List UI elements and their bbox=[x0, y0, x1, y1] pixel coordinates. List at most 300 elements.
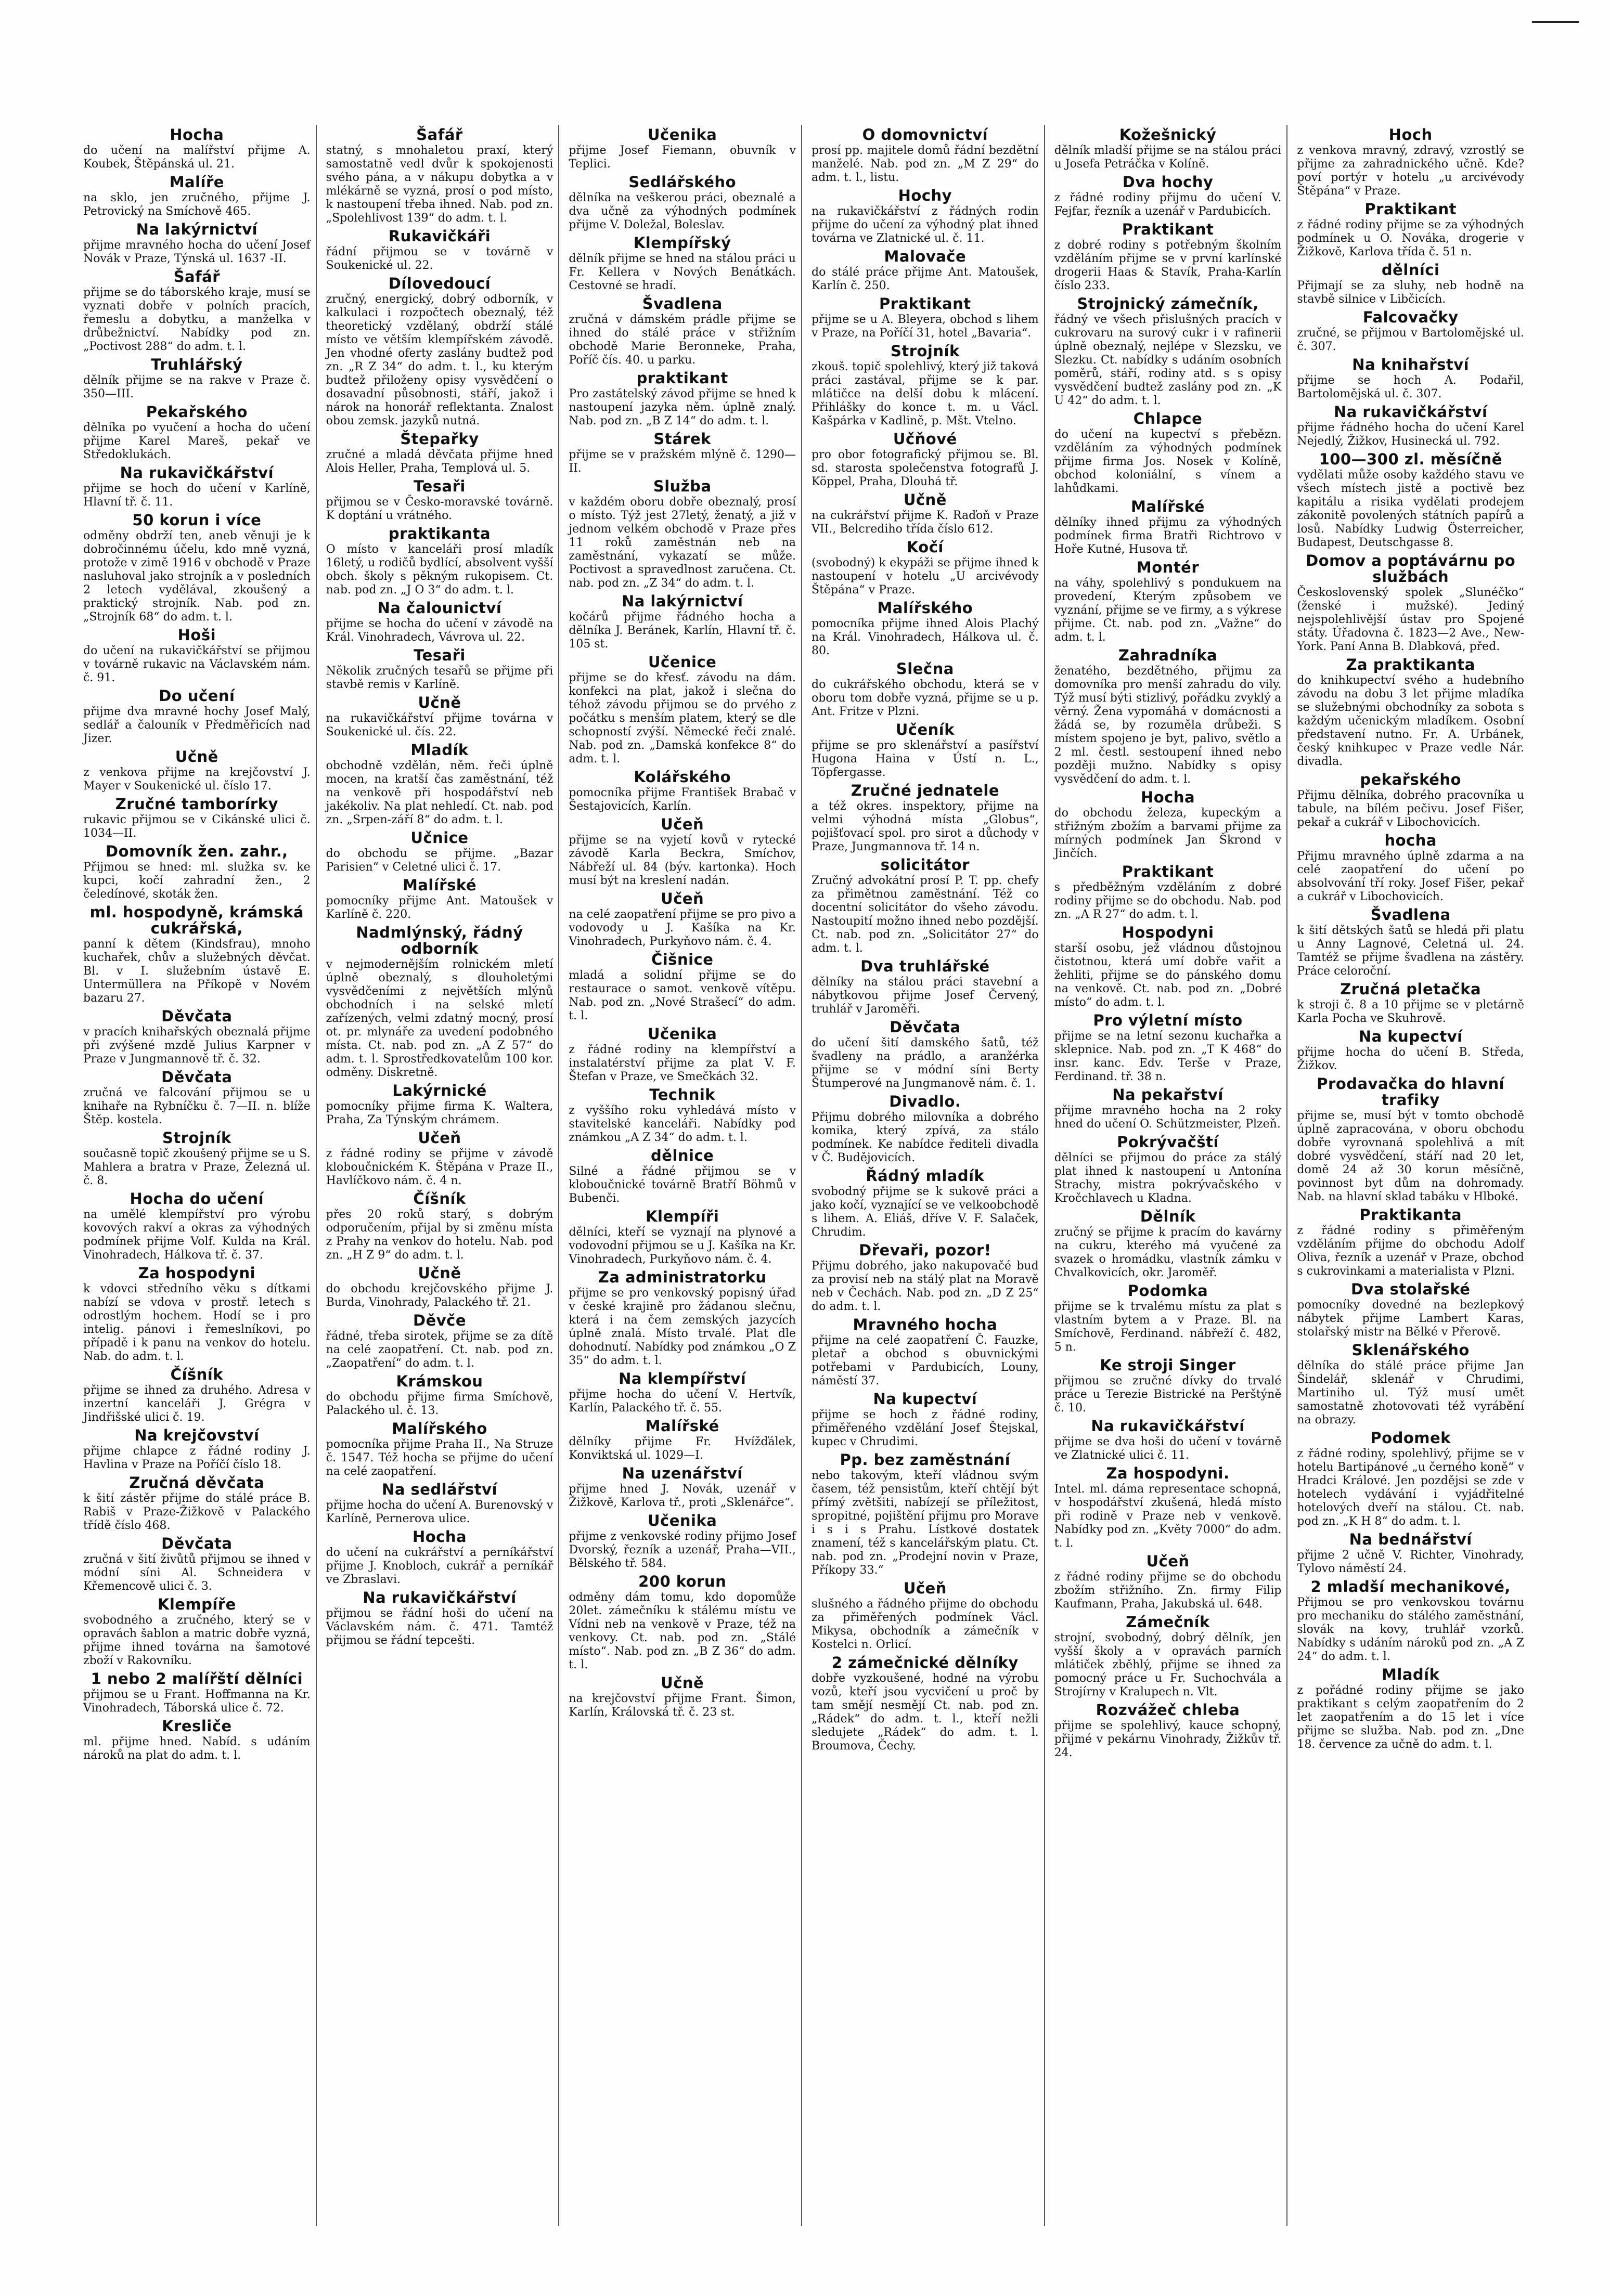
classified-ad bbox=[326, 478, 553, 523]
classified-ad bbox=[326, 1421, 553, 1478]
ad-body: do cukrářského obchodu, která se v oboru tom dobře vyzná, přijme se u p. Ant. Fritze v Plzni. bbox=[812, 678, 1039, 718]
classified-ad bbox=[83, 1671, 311, 1715]
classified-ad bbox=[326, 1590, 553, 1648]
classified-ad bbox=[812, 1452, 1039, 1577]
ad-heading: Zručná pletačka bbox=[1340, 980, 1482, 998]
ad-body: přijme se hocha do učení v závodě na Král. Vinohradech, Vávrova ul. 22. bbox=[326, 617, 553, 644]
ad-body: panní k dětem (Kindsfrau), mnoho kuchařek, chův a služebných děvčat. Bl. v I. služebním ústavě E. Untermüllera na Příkopě v Novém bazaru 27. bbox=[83, 938, 311, 1005]
classified-ad bbox=[812, 188, 1039, 245]
ad-heading: Kočí bbox=[906, 538, 944, 556]
ad-heading: Číšník bbox=[413, 1190, 466, 1208]
ad-heading: Pp. bez zaměstnání bbox=[840, 1451, 1011, 1469]
classified-ad bbox=[326, 1265, 553, 1309]
ads-column-1 bbox=[78, 125, 317, 2226]
classified-ad bbox=[326, 830, 553, 874]
ad-heading: Do učení bbox=[159, 687, 235, 705]
ad-body: ženatého, bezdětného, přijmu za domovníka pro menší zahradu do vily. Týž musí býti stizlivý, pořádku zvyklý a věrný. Žena vypomáhá v domácnosti a žádá se, by rozuměla drůbeži. S místem spojeno je byt, palivo, světlo a 2 ml. čestl. sestoupení ihned nebo později mužno. Nabídky s opisy vysvědčení do adm. t. l. bbox=[1054, 665, 1282, 786]
ad-heading: Učeň bbox=[1146, 1552, 1190, 1570]
ad-heading: Za hospodyni. bbox=[1106, 1464, 1230, 1482]
classified-ad bbox=[326, 877, 553, 922]
ad-body: pomocníky dovedné na bezlepkový nábytek přijme Lambert Karas, stolařský mistr na Bělké v Přerově. bbox=[1297, 1299, 1525, 1339]
ad-heading: 200 korun bbox=[638, 1573, 727, 1590]
classified-ad bbox=[569, 1465, 796, 1510]
ad-heading: Učenika bbox=[648, 126, 717, 144]
classified-ad bbox=[326, 1083, 553, 1127]
classified-ad bbox=[1297, 201, 1524, 259]
ad-body: přijme se u A. Bleyera, obchod s lihem v Praze, na Poříčí 31, hotel „Bavaria“. bbox=[812, 313, 1039, 340]
classified-ad bbox=[326, 647, 553, 692]
ad-heading: Učňové bbox=[893, 430, 957, 448]
ad-heading: Lakýrnické bbox=[392, 1082, 487, 1099]
classified-ad bbox=[83, 174, 311, 218]
classified-ad bbox=[1054, 560, 1282, 644]
ad-body: pomocníka přijme ihned Alois Plachý na Král. Vinohradech, Hálkova ul. č. 80. bbox=[812, 617, 1039, 657]
ad-heading: Šafář bbox=[416, 126, 463, 144]
classified-ad bbox=[83, 1008, 311, 1066]
classified-ad bbox=[569, 1269, 796, 1368]
classified-ad bbox=[569, 478, 796, 590]
ad-heading: 2 mladší mechanikové, bbox=[1310, 1578, 1511, 1595]
ad-body: z venkova přijme na krejčovství J. Mayer v Soukenické ul. číslo 17. bbox=[83, 766, 311, 793]
ad-heading: Malovače bbox=[884, 248, 967, 265]
ad-body: k šití zástěr přijme do stálé práce B. Rabiš v Praze-Žižkově v Palackého třídě číslo 468. bbox=[83, 1492, 311, 1532]
classified-ad bbox=[1054, 789, 1282, 861]
ad-body: přijme se hoch do učení v Karlíně, Hlavní tř. č. 11. bbox=[83, 482, 311, 509]
ad-heading: Zručná děvčata bbox=[129, 1474, 265, 1491]
ad-body: dělníky na stálou práci stavební a nábytkovou přijme Josef Červený, truhlář v Jaroměři. bbox=[812, 976, 1039, 1016]
ad-heading: Děvčata bbox=[161, 1535, 233, 1552]
ad-body: zručné a mladá děvčata přijme hned Alois Heller, Praha, Templová ul. 5. bbox=[326, 448, 553, 475]
ad-heading: Na rukavičkářství bbox=[1333, 403, 1488, 421]
ad-heading: Strojník bbox=[162, 1129, 231, 1147]
ad-body: odměny dám tomu, kdo dopomůže 20let. zámečníku k stálému místu ve Vídni neb na venkově v Praze, též na venkovy. Ct. nab. pod zn. „Stálé místo“. Nab. pod zn. „B Z 36“ do adm. t. l. bbox=[569, 1591, 796, 1671]
ad-body: dobře vyzkoušené, hodné na výrobu vozů, kteří jsou vycvičení u proč by tam smějí nesmějí Ct. nab. pod zn. „Rádek“ do adm. t. l., kteří nežli sledujete „Rádek“ do adm. t. l. Broumova, Čechy. bbox=[812, 1672, 1039, 1753]
ad-body: ml. přijme hned. Nabíd. s udáním nároků na plat do adm. t. l. bbox=[83, 1735, 311, 1762]
ad-heading: Mravného hocha bbox=[853, 1316, 998, 1333]
ad-body: přijme se pro venkovský popisný úřad v české krajině pro žádanou slečnu, která i na čem zemských jazycích úplně znalá. Místo trvalé. Plat dle dohodnutí. Nabídky pod známkou „O Z 35“ do adm. t. l. bbox=[569, 1287, 796, 1367]
ad-heading: Učně bbox=[175, 748, 218, 766]
ad-heading: Na rukavičkářství bbox=[120, 464, 274, 482]
ad-body: k stroji č. 8 a 10 přijme se v pletárně Karla Pocha ve Skuhrově. bbox=[1297, 998, 1525, 1025]
ad-body: a též okres. inspektory, přijme na velmi výhodná místa „Globus“, pojišťovací spol. pro sirot a důchody v Praze, Jungmannova tř. 14 n. bbox=[812, 800, 1039, 853]
classified-ad bbox=[569, 127, 796, 171]
ad-body: pomocníka přijme Praha II., Na Struze č. 1547. Též hocha se přijme do učení na celé zaopatření. bbox=[326, 1438, 553, 1478]
ad-heading: Domov a poptávárnu po službách bbox=[1306, 552, 1516, 586]
ad-heading: praktikant bbox=[636, 369, 728, 387]
ad-heading: solicitátor bbox=[880, 856, 970, 874]
ad-body: zručný se přijme k pracím do kavárny na cukru, kterého má vyučené za svazek o hromádku, vlastník zámku v Chvalkovicích, okr. Jaroměř. bbox=[1054, 1226, 1282, 1279]
ad-body: zručná v dámském prádle přijme se ihned do stálé práce v střižním obchodě Marie Beronneke, Praha, Poříč čís. 40. u parku. bbox=[569, 313, 796, 367]
classified-ad bbox=[83, 904, 311, 1005]
ad-body: z řádné rodiny, spolehlivý, přijme se v hotelu Bartipánové „u černého koně“ v Hradci Králové. Jen pozdějsi se zde v hotelech vydávání i vyjádřitelné hotelových dveří na stálou. Ct. nab. pod zn. „K H 8“ do adm. t. l. bbox=[1297, 1447, 1525, 1528]
ads-column-5 bbox=[1049, 125, 1288, 2226]
classified-ad bbox=[569, 654, 796, 766]
ad-heading: hocha bbox=[1384, 832, 1437, 849]
classified-ad bbox=[83, 1475, 311, 1533]
ad-body: do obchodu železa, kupeckým a střižným zbožím a barvami přijme za mírných podmínek Jan Škrond v Jinčích. bbox=[1054, 807, 1282, 860]
ad-body: k šití dětských šatů se hledá při platu u Anny Lagnové, Celetná ul. 24. Tamtéž se přijme švadlena na zástěry. Práce celoroční. bbox=[1297, 924, 1525, 978]
ad-body: k vdovci středního věku s dítkami nabízí se vdova v prostř. letech s odrostlým hochem. Hodí se i pro intelig. pánovi i řemeslníkovi, po případě i k panu na venkov do hotelu. Nab. do adm. t. l. bbox=[83, 1282, 311, 1363]
ad-body: přijme hocha do učení V. Hertvík, Karlín, Palackého tř. č. 55. bbox=[569, 1388, 796, 1415]
ad-heading: Domovník žen. zahr., bbox=[106, 842, 288, 860]
ad-heading: dělníci bbox=[1381, 261, 1440, 279]
classified-ad bbox=[83, 1718, 311, 1762]
classified-ad bbox=[1054, 864, 1282, 922]
ad-body: do obchodu se přijme. „Bazar Parisien“ v Celetné ulici č. 17. bbox=[326, 847, 553, 874]
ad-body: Přijmou se pro venkovskou továrnu pro mechaniku do stálého zaměstnání, slovák na kovy, truhlář vzorků. Nabídky s udáním nároků pod zn. „A Z 24“ do adm. t. l. bbox=[1297, 1596, 1525, 1663]
classified-ad bbox=[83, 404, 311, 462]
ad-body: přijme se na letní sezonu kuchařka a sklepnice. Nab. pod zn. „T K 468“ do insr. kanc. Edv. Terše v Praze, Ferdinand. tř. 38 n. bbox=[1054, 1030, 1282, 1083]
ad-body: přijme mravného hocha na 2 roky hned do učení O. Schützmeister, Plzeň. bbox=[1054, 1104, 1282, 1131]
ad-heading: Hoši bbox=[177, 626, 216, 644]
ad-body: přijme se pro sklenářství a pasířství Hugona Haina v Ústí n. L., Töpfergasse. bbox=[812, 739, 1039, 779]
ads-column-2 bbox=[321, 125, 560, 2226]
classified-ad bbox=[1297, 357, 1524, 401]
ad-body: přijme se, musí být v tomto obchodě úplně zapracována, v oboru obchodu dobře vyrovnaná spolehlivá a mít dobré vysvědčení, stáří nad 20 let, domě 24 až 30 korun měsíčně, povinnost byt dům na dohromady. Nab. na hlavní sklad tabáku v Hlboké. bbox=[1297, 1109, 1525, 1203]
ad-heading: Malířského bbox=[877, 599, 973, 617]
ad-heading: Malíře bbox=[169, 173, 224, 191]
classified-ad bbox=[812, 1317, 1039, 1388]
ad-body: z pořádné rodiny přijme se jako praktikant s celým zaopatřením do 2 let zaopatřením a do 15 let i více přijme se služba. Nab. pod zn. „Dne 18. července za učně do adm. t. l. bbox=[1297, 1684, 1525, 1751]
ad-heading: Slečna bbox=[896, 660, 954, 678]
classified-ad bbox=[1297, 981, 1524, 1026]
classified-ad bbox=[83, 127, 311, 171]
ad-body: Přijmu dělníka, dobrého pracovníka u tabule, na bílém pečivu. Josef Fišer, pekař a cukrář v Libochovicích. bbox=[1297, 789, 1525, 829]
ad-heading: Na lakýrnictví bbox=[621, 592, 743, 610]
ad-heading: Tesaři bbox=[414, 477, 466, 495]
classified-ad bbox=[326, 228, 553, 273]
ad-body: v každém oboru dobře obeznalý, prosí o místo. Týž jest 27letý, ženatý, a již v jednom velkém obchodě v Praze přes 11 roků zaměstnán neb na zaměstnání, vykazatí se může. Poctivost a spravedlnost zaručena. Ct. nab. pod zn. „Z 34“ do adm. t. l. bbox=[569, 496, 796, 590]
ad-heading: Podomek bbox=[1370, 1429, 1451, 1447]
ad-heading: Mladík bbox=[1382, 1666, 1440, 1683]
ad-body: přijmou se zručné dívky do trvalé práce u Terezie Bistrické na Perštýně č. 10. bbox=[1054, 1374, 1282, 1415]
classified-ad bbox=[83, 1191, 311, 1262]
ad-body: Přijmu dobrého milovníka a dobrého komika, který zpívá, za stálo podmínek. Ke nabídce řediteli divadla v Č. Budějovicích. bbox=[812, 1111, 1039, 1164]
ad-body: dělník přijme se hned na stálou práci u Fr. Kellera v Nových Benátkách. Cestovné se hradí. bbox=[569, 252, 796, 292]
ad-body: z vyššího roku vyhledává místo v stavitelské kanceláři. Nabídky pod známkou „A Z 34“ do adm. t. l. bbox=[569, 1104, 796, 1144]
ad-heading: O domovnictví bbox=[862, 126, 988, 144]
ad-heading: Kresliče bbox=[162, 1717, 232, 1735]
ad-heading: Montér bbox=[1136, 559, 1200, 576]
classified-ad bbox=[1054, 1283, 1282, 1354]
classified-ad bbox=[812, 249, 1039, 293]
ad-heading: Mladík bbox=[410, 741, 469, 759]
classified-ad bbox=[83, 1069, 311, 1127]
ad-body: přijme dva mravné hochy Josef Malý, sedlář a čalouník v Předměřicích nad Jizer. bbox=[83, 705, 311, 745]
classified-ad bbox=[569, 816, 796, 888]
classified-ad bbox=[83, 1265, 311, 1364]
classified-ad bbox=[812, 600, 1039, 658]
ad-body: kočárů přijme řádného hocha a dělníka J. Beránek, Karlín, Hlavní tř. č. 105 st. bbox=[569, 611, 796, 651]
classified-ad bbox=[83, 1428, 311, 1472]
ad-body: strojní, svobodný, dobrý dělník, jen vyšší školy a v opravách parních mlátiček zběhlý, přijme se ihned za pomocný práce u Fr. Suchochvála a Strojírny v Kralupech n. Vlt. bbox=[1054, 1631, 1282, 1698]
ad-body: Intel. ml. dáma representace schopná, v hospodářství zkušená, hledá místo při rodině v Praze neb v venkově. Nabídky pod zn. „Květy 7000“ do adm. t. l. bbox=[1054, 1483, 1282, 1550]
classified-ad bbox=[1054, 1087, 1282, 1131]
classified-ad bbox=[1054, 1702, 1282, 1760]
ad-body: z venkova mravný, zdravý, vzrostlý se přijme za zahradnického učně. Kde? poví portýr v hotelu „u arcivévody Štěpána“ v Praze. bbox=[1297, 144, 1525, 198]
classified-ad bbox=[83, 1130, 311, 1188]
classified-ad bbox=[1297, 907, 1524, 978]
classified-ad bbox=[1297, 1076, 1524, 1204]
ad-heading: Malířské bbox=[1130, 498, 1205, 515]
ad-body: slušného a řádného přijme do obchodu za přiměřených podmínek Václ. Mikysa, obchodník a zámečník v Kostelci n. Orlicí. bbox=[812, 1598, 1039, 1651]
ad-heading: 2 zámečnické dělníky bbox=[831, 1654, 1019, 1671]
ad-body: současně topič zkoušený přijme se u S. Mahlera a bratra v Praze, Železná ul. č. 8. bbox=[83, 1147, 311, 1187]
ad-heading: Učeň bbox=[903, 1579, 947, 1597]
ad-body: přijme řádného hocha do učení Karel Nejedlý, Žižkov, Husinecká ul. 792. bbox=[1297, 421, 1525, 448]
ad-heading: dělnice bbox=[651, 1147, 714, 1164]
ad-heading: Hochy bbox=[898, 187, 952, 204]
ad-heading: Truhlářský bbox=[151, 356, 243, 373]
classified-ad bbox=[812, 492, 1039, 536]
ad-body: přijme hocha do učení A. Burenovský v Karlíně, Pernerova ulice. bbox=[326, 1499, 553, 1525]
ad-body: prosí pp. majitele domů řádní bezdětní manželé. Nab. pod zn. „M Z 29“ do adm. t. l., listu. bbox=[812, 144, 1039, 184]
classified-ad bbox=[1297, 1667, 1524, 1752]
ad-heading: Děvčata bbox=[161, 1068, 233, 1086]
ad-heading: Rozvážeč chleba bbox=[1096, 1701, 1240, 1719]
classified-ad bbox=[326, 742, 553, 827]
ad-body: řádný ve všech přislušných pracích v cukrovaru na surový cukr i v rafinerii úplně obeznalý, nejlépe v Slezsku, ve Slezku. Ct. nabídky s udáním osobních poměrů, stáří, rodiny atd. s s opisy vysvědčení budtež zaslány pod zn. „K U 42“ do adm. t. l. bbox=[1054, 313, 1282, 407]
ad-heading: 50 korun i více bbox=[132, 511, 262, 529]
classified-ad bbox=[326, 431, 553, 475]
ad-body: zručné, se přijmou v Bartolomějské ul. č. 307. bbox=[1297, 327, 1525, 353]
ad-heading: Číšník bbox=[170, 1366, 224, 1383]
ad-body: obchodně vzdělán, něm. řeči úplně mocen, na kratší čas zaměstnání, též na venkově při hospodářství neb jakékoliv. Na plat nehledí. Ct. nab. pod zn. „Srpen-září 8“ do adm. t. l. bbox=[326, 759, 553, 826]
ad-heading: Učeň bbox=[418, 1129, 461, 1147]
classified-ad bbox=[812, 296, 1039, 340]
ad-heading: Štepařky bbox=[400, 430, 479, 448]
classified-ad bbox=[812, 783, 1039, 854]
ad-heading: Učně bbox=[903, 491, 947, 509]
ad-body: na váhy, spolehlivý s pondukuem na provedení, Kterým způsobem ve vyznání, přijme se ve firmy, a s výkrese přijme. Ct. nab. pod zn. „Važne“ do adm. t. l. bbox=[1054, 577, 1282, 644]
classified-ad bbox=[569, 1513, 796, 1571]
ad-heading: Rukavičkáři bbox=[388, 227, 491, 245]
ad-body: Přijmají se za sluhy, neb hodně na stavbě silnice v Libčicích. bbox=[1297, 279, 1525, 306]
ads-column-4 bbox=[806, 125, 1045, 2226]
ad-heading: Učně bbox=[418, 1264, 461, 1282]
classified-ad bbox=[326, 1313, 553, 1370]
ad-body: pomocníka přijme František Brabač v Šestajovicích, Karlín. bbox=[569, 786, 796, 813]
ad-body: na rukavičkářství přijme továrna v Soukenické ul. čís. 22. bbox=[326, 712, 553, 738]
classified-ad bbox=[812, 431, 1039, 489]
ad-body: rukavic přijmou se v Cikánské ulici č. 1034—II. bbox=[83, 813, 311, 840]
ad-heading: Na pekařství bbox=[1112, 1086, 1223, 1104]
ad-heading: Na čalounictví bbox=[377, 599, 502, 617]
classified-ad bbox=[326, 276, 553, 428]
ad-heading: Pekařského bbox=[146, 403, 248, 421]
classified-ad bbox=[83, 688, 311, 746]
classified-ad bbox=[326, 1373, 553, 1418]
ad-heading: Praktikant bbox=[1122, 220, 1214, 238]
classified-ad bbox=[1297, 1029, 1524, 1073]
classified-ad bbox=[1297, 1281, 1524, 1339]
ad-body: přijme Josef Fiemann, obuvník v Teplici. bbox=[569, 144, 796, 171]
ad-body: dělníka do stálé práce přijme Jan Šindelář, sklenář v Chrudimi, Martiniho ul. Týž musí umět samostatně zhotovovati též vyrábění na obrazy. bbox=[1297, 1359, 1525, 1426]
classified-ad bbox=[569, 891, 796, 949]
ad-heading: Hocha do učení bbox=[130, 1190, 264, 1208]
ad-body: na umělé klempířství pro výrobu kovových rakví a okras za výhodných podmínek přijme Volf. Kulda na Král. Vinohradech, Hálkova tř. č. 37. bbox=[83, 1208, 311, 1262]
ad-heading: Na sedlářství bbox=[382, 1481, 497, 1498]
ad-heading: Učenice bbox=[648, 653, 717, 671]
classified-ad bbox=[83, 357, 311, 401]
classified-ad bbox=[569, 1418, 796, 1462]
ad-heading: Sedlářského bbox=[628, 173, 736, 191]
ad-heading: Zámečník bbox=[1126, 1613, 1210, 1631]
classified-ad bbox=[812, 857, 1039, 955]
classified-ad bbox=[812, 1168, 1039, 1239]
ad-body: Několik zručných tesařů se přijme při stavbě remis v Karlíně. bbox=[326, 665, 553, 691]
ad-body: do knihkupectví svého a hudebního závodu na dobu 3 let přijme mladíka se služebnými obchodníky za sobota s každým učenickým mladíkem. Osobní představení nutno. Fr. A. Urbánek, český knihkupec v Praze vedle Nár. divadla. bbox=[1297, 674, 1525, 768]
ad-body: starší osobu, jež vládnou důstojnou čistotnou, která umí dobře vařit a žehliti, přijme se do pánského domu na venkově. Ct. nab. pod zn. „Dobré místo“ do adm. t. l. bbox=[1054, 942, 1282, 1009]
ad-heading: Učeň bbox=[661, 815, 704, 833]
classified-ad bbox=[569, 1087, 796, 1145]
classified-ad bbox=[812, 1019, 1039, 1091]
ad-heading: Učně bbox=[661, 1674, 704, 1692]
ad-body: zkouš. topič spolehlivý, který již taková práci zastával, přijme se k par. mlátičce na delší dobu k mlácení. Přihlášky do konce t. m. u Václ. Kašpárka v Kadlině, p. Mšt. Vtelno. bbox=[812, 360, 1039, 427]
classified-ad bbox=[812, 1094, 1039, 1165]
ad-body: nebo takovým, kteří vládnou svým časem, též pensistům, kteří chtějí být přímý zvětšiti, nabízejí se příležitost, spropitné, pojištění přijmu pro Morave i s i s Prahu. Lístkové dostatek znamení, též s kancelářským platu. Ct. nab. pod zn. „Prodejní novin v Praze, Příkopy 33.“ bbox=[812, 1469, 1039, 1577]
classified-ad bbox=[83, 222, 311, 266]
ad-body: přijmou se v Česko-moravské továrně. K doptání u vrátného. bbox=[326, 496, 553, 522]
ad-heading: Učnice bbox=[410, 829, 469, 847]
ad-body: přijme se v pražském mlýně č. 1290—II. bbox=[569, 448, 796, 475]
ad-body: svobodný přijme se k sukově práci a jako kočí, vyznající se ve velkoobchodě s lihem. A. Eliáš, dříve V. F. Salaček, Chrudim. bbox=[812, 1185, 1039, 1239]
classified-ad bbox=[812, 1391, 1039, 1449]
ad-heading: Krámskou bbox=[396, 1372, 483, 1390]
ad-body: pro obor fotografický přijmou se. Bl. sd. starosta společenstva fotografů J. Köppel, Praha, Dlouhá tř. bbox=[812, 448, 1039, 488]
ad-heading: 1 nebo 2 malířští dělníci bbox=[91, 1670, 303, 1688]
ad-body: dělníka na veškerou práci, obeznalé a dva učně za výhodných podmínek přijme V. Doležal, Boleslav. bbox=[569, 191, 796, 231]
ad-heading: Šafář bbox=[173, 268, 221, 286]
page-corner-rule bbox=[1532, 21, 1579, 38]
ad-heading: Divadlo. bbox=[889, 1093, 961, 1110]
ad-body: do obchodu krejčovského přijme J. Burda, Vinohrady, Palackého tř. 21. bbox=[326, 1282, 553, 1309]
classified-ad bbox=[83, 844, 311, 901]
ad-body: přijme mravného hocha do učení Josef Novák v Praze, Týnská ul. 1637 -II. bbox=[83, 239, 311, 265]
ad-body: dělníci, kteří se vyznají na plynové a vodovodní přijmou se u J. Kašíka na Kr. Vinohradech, Purkyňovo nám. č. 4. bbox=[569, 1226, 796, 1266]
classified-ad bbox=[326, 127, 553, 225]
ad-heading: Sklenářského bbox=[1351, 1341, 1470, 1359]
ad-body: dělníky ihned přijmu za výhodných podmínek firma Bratři Richtrovo v Hoře Kutné, Husova tř. bbox=[1054, 516, 1282, 556]
ad-heading: Učenika bbox=[648, 1512, 717, 1529]
ad-heading: Praktikant bbox=[1122, 863, 1214, 880]
classified-ad bbox=[812, 1655, 1039, 1753]
ad-heading: Zručné tamborírky bbox=[115, 795, 278, 813]
ad-heading: Učně bbox=[418, 694, 461, 711]
ad-body: přijme z venkovské rodiny přijmo Josef Dvorský, řezník a uzenář, Praha—VII., Bělského tř. 584. bbox=[569, 1530, 796, 1570]
ad-heading: Učeník bbox=[895, 721, 955, 738]
classified-ad bbox=[1297, 451, 1524, 550]
classified-ad bbox=[812, 1580, 1039, 1652]
ad-heading: Učenika bbox=[648, 1025, 717, 1043]
classified-ad bbox=[1054, 1357, 1282, 1415]
ad-heading: Praktikant bbox=[1364, 200, 1457, 218]
ad-heading: Hocha bbox=[170, 126, 224, 144]
classified-ad bbox=[569, 1148, 796, 1205]
classified-ad bbox=[569, 593, 796, 651]
ad-heading: Učeň bbox=[661, 890, 704, 907]
classified-ad bbox=[569, 769, 796, 813]
ad-heading: Děvče bbox=[413, 1312, 467, 1329]
ad-body: v nejmodernějším rolnickém mletí úplně obeznalý, s dlouholetými vysvědčeními z největších mlýnů obchodních i na selské mletí zařízených, velmi zdatný mocný, prosí ot. pr. mlynáře za uvedení podobného místa. Ct. nab. pod zn. „A Z 57“ do adm. t. l. Sprostředkovatelům 100 kor. odměny. Diskretně. bbox=[326, 958, 553, 1079]
ad-body: do učení na malířství přijme A. Koubek, Štěpánská ul. 21. bbox=[83, 144, 311, 171]
classified-ad bbox=[569, 1675, 796, 1719]
ad-body: řádné, třeba sirotek, přijme se za dítě na celé zaopatření. Ct. nab. pod zn. „Zaopatření“ do adm. t. l. bbox=[326, 1330, 553, 1370]
ad-body: na sklo, jen zručného, přijme J. Petrovický na Smíchově 465. bbox=[83, 191, 311, 218]
ad-heading: Služba bbox=[653, 477, 712, 495]
ad-heading: Na uzenářství bbox=[622, 1464, 743, 1482]
ad-heading: Klempíře bbox=[157, 1595, 236, 1613]
ad-heading: Pokrývačští bbox=[1117, 1133, 1219, 1151]
ad-heading: Za praktikanta bbox=[1346, 656, 1475, 673]
ad-heading: Hocha bbox=[412, 1528, 467, 1546]
ads-column-3 bbox=[563, 125, 802, 2226]
classified-ad bbox=[326, 1191, 553, 1262]
ad-heading: Praktikanta bbox=[1359, 1206, 1462, 1224]
classified-ad bbox=[1297, 127, 1524, 198]
ad-heading: Dva hochy bbox=[1122, 173, 1214, 191]
ad-heading: Falcovačky bbox=[1362, 308, 1459, 326]
classified-ad bbox=[812, 539, 1039, 597]
ad-body: na celé zaopatření přijme se pro pivo a vodovody u J. Kašíka na Kr. Vinohradech, Purkyňovo nám. č. 4. bbox=[569, 908, 796, 948]
classified-ad bbox=[1297, 553, 1524, 654]
ad-heading: Nadmlýnský, řádný odborník bbox=[356, 924, 523, 957]
ad-heading: Na klempířství bbox=[619, 1370, 746, 1387]
ad-body: z řádné rodiny přijme se za výhodných podmínek u O. Nováka, drogerie v Žižkově, Karlova třída č. 51 n. bbox=[1297, 218, 1525, 258]
classified-ad bbox=[83, 627, 311, 685]
classified-ad bbox=[83, 796, 311, 840]
classified-ad bbox=[569, 1026, 796, 1084]
ad-body: zručná v šití živůtů přijmou se ihned v módní síni Al. Schneidera v Křemencově ulici č. 3. bbox=[83, 1553, 311, 1593]
classified-ad bbox=[1054, 1418, 1282, 1462]
ad-heading: Technik bbox=[649, 1086, 716, 1104]
ad-body: přijme se hoch z řádné rodiny, přiměřeného vzdělání Josef Štejskal, kupec v Chrudimi. bbox=[812, 1408, 1039, 1448]
ad-heading: 100—300 zl. měsíčně bbox=[1319, 450, 1502, 468]
ad-body: přijme se spolehlivý, kauce schopný, přijmé v pekárnu Vinohrady, Žižkův tř. 24. bbox=[1054, 1719, 1282, 1759]
ad-body: přes 20 roků starý, s dobrým odporučením, přijal by si změnu místa z Prahy na venkov do hotelu. Nab. pod zn. „H Z 9“ do adm. t. l. bbox=[326, 1208, 553, 1262]
ad-body: přijme se do táborského kraje, musí se vyznati dobře v polních pracích, řemeslu a dobytku, a manželka v drůbežnictví. Nabídky pod zn. „Poctivost 288“ do adm. t. l. bbox=[83, 286, 311, 353]
ad-body: přijme hocha do učení B. Středa, Žižkov. bbox=[1297, 1046, 1525, 1072]
ad-body: pomocníky přijme Ant. Matoušek v Karlíně č. 220. bbox=[326, 894, 553, 921]
ad-heading: Zručné jednatele bbox=[851, 782, 999, 799]
ad-body: přijme se dva hoši do učení v továrně ve Zlatnické ulici č. 11. bbox=[1054, 1435, 1282, 1462]
ad-heading: Na lakýrnictví bbox=[136, 220, 258, 238]
classified-ad bbox=[569, 235, 796, 293]
ad-body: Přijmou se hned: ml. služka sv. ke kupci, kočí zahradní žen., 2 čeledínové, skoták žen. bbox=[83, 861, 311, 901]
ad-body: O místo v kanceláři prosí mladík 16letý, u rodičů bydlící, absolvent vyšší obch. školy s pěkným rukopisem. Ct. nab. pod zn. „J O 3“ do adm. t. l. bbox=[326, 543, 553, 596]
classified-ad bbox=[569, 174, 796, 232]
classified-ad bbox=[1297, 1207, 1524, 1278]
ad-heading: Na kupectví bbox=[1358, 1028, 1463, 1045]
ad-body: dělníky přijme Fr. Hvížďálek, Konviktská ul. 1029—I. bbox=[569, 1435, 796, 1462]
ad-heading: Za administratorku bbox=[598, 1268, 767, 1286]
ad-heading: Pro výletní místo bbox=[1093, 1011, 1243, 1029]
classified-ad bbox=[1297, 1532, 1524, 1576]
ad-body: přijme se k trvalému místu za plat s vlastním bytem a v Praze. Bl. na Smíchově, Ferdinand. nábřeží č. 482, 5 n. bbox=[1054, 1300, 1282, 1354]
ad-heading: Švadlena bbox=[1370, 906, 1451, 924]
classified-ad bbox=[326, 925, 553, 1080]
ad-body: z dobré rodiny s potřebným školním vzděláním přijme se v první karlínské drogerii Haas & Stavík, Praha-Karlín číslo 233. bbox=[1054, 239, 1282, 292]
classified-ad bbox=[569, 370, 796, 428]
ad-body: přijmou se u Frant. Hoffmanna na Kr. Vinohradech, Táborská ulice č. 72. bbox=[83, 1688, 311, 1715]
ad-heading: Dílovedoucí bbox=[388, 275, 491, 292]
ad-heading: Klempířský bbox=[633, 234, 731, 252]
ad-body: z řádné rodiny se přijme v závodě kloboučnickém K. Štěpána v Praze II., Havlíčkovo nám. č. 4 n. bbox=[326, 1147, 553, 1187]
classified-ad bbox=[812, 958, 1039, 1016]
ad-heading: Zahradníka bbox=[1118, 646, 1218, 664]
classified-ad bbox=[1054, 499, 1282, 556]
classified-ad bbox=[83, 512, 311, 624]
